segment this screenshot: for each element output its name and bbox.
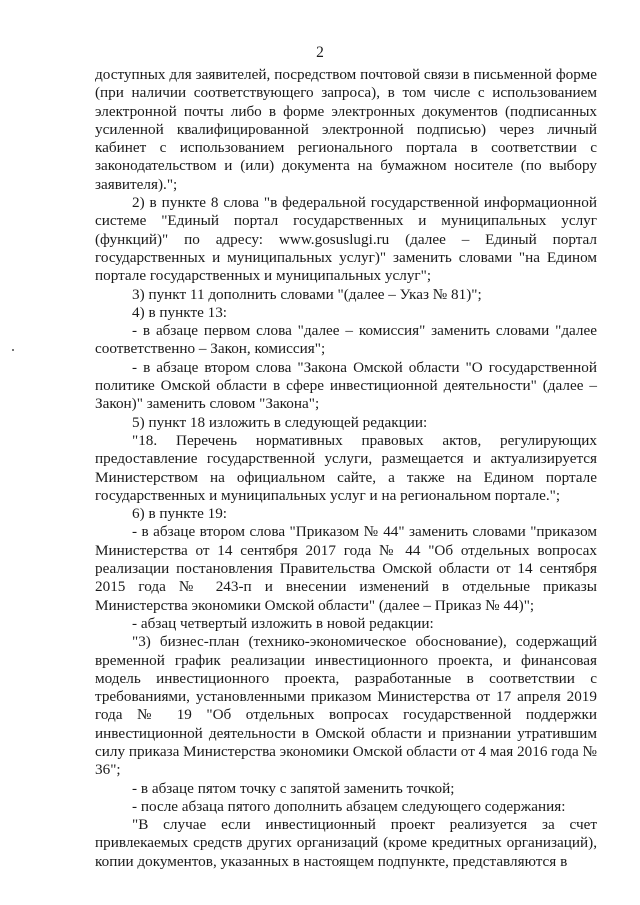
paragraph: "В случае если инвестиционный проект реализуется за счет привлекаемых средств других организаций (кроме кредитных организаций), копии документов, указанных в настоящем подпункте, представляются в: [95, 816, 597, 870]
paragraph: - в абзаце пятом точку с запятой заменить точкой;: [132, 779, 455, 797]
paragraph: - абзац четвертый изложить в новой редакции:: [132, 614, 434, 632]
paragraph: - в абзаце втором слова "Закона Омской области "О государственной политике Омской области в сфере инвестиционной деятельности" (далее – Закон)" заменить словом "Закона";: [95, 358, 597, 413]
paragraph: - после абзаца пятого дополнить абзацем следующего содержания:: [132, 797, 566, 815]
paragraph: "18. Перечень нормативных правовых актов, регулирующих предоставление государственной услуги, размещается и актуализируется Министерством на официальном сайте, а также на Едином портале государственных и муниципальных услуг и на региональном портале.";: [95, 431, 597, 504]
page-number: 2: [316, 44, 324, 61]
paragraph: 4) в пункте 13:: [132, 303, 228, 321]
paragraph: 6) в пункте 19:: [132, 505, 228, 523]
document-body: [95, 66, 597, 871]
margin-mark: [12, 349, 14, 351]
paragraph: "3) бизнес-план (технико-экономическое обоснование), содержащий временной график реализации инвестиционного проекта, и финансовая модель инвестиционного проекта, разработанные в соответствии с требованиями, установленными приказом Министерства от 17 апреля 2019 года № 19 "Об отдельных вопросах государственной поддержки инвестиционной деятельности в Омской области и признании утратившим силу приказа Министерства экономики Омской области от 4 мая 2016 года № 36";: [95, 633, 597, 779]
paragraph: 3) пункт 11 дополнить словами "(далее – Указ № 81)";: [132, 285, 482, 303]
paragraph: 2) в пункте 8 слова "в федеральной государственной информационной системе "Единый портал государственных и муниципальных услуг (функций)" по адресу: www.gosuslugi.ru (далее – Единый портал государственных и муниципальных услуг)" заменить словами "на Едином портале государственных и муниципальных услуг";: [95, 194, 597, 285]
paragraph: доступных для заявителей, посредством почтовой связи в письменной форме (при наличии соответствующего запроса), в том числе с использованием электронной почты либо в форме электронных документов (подписанных усиленной квалифицированной электронной подписью) через личный кабинет с использованием регионального портала в соответствии с законодательством и (или) документа на бумажном носителе (по выбору заявителя).";: [95, 66, 597, 193]
paragraph: 5) пункт 18 изложить в следующей редакции:: [132, 413, 428, 431]
paragraph: - в абзаце втором слова "Приказом № 44" заменить словами "приказом Министерства от 14 сентября 2017 года № 44 "Об отдельных вопросах реализации постановления Правительства Омской области от 14 сентября 2015 года № 243-п и внесении изменений в отдельные приказы Министерства экономики Омской области" (далее – Приказ № 44)";: [95, 523, 597, 614]
paragraph: - в абзаце первом слова "далее – комиссия" заменить словами "далее соответственно – Закон, комиссия";: [95, 322, 597, 358]
